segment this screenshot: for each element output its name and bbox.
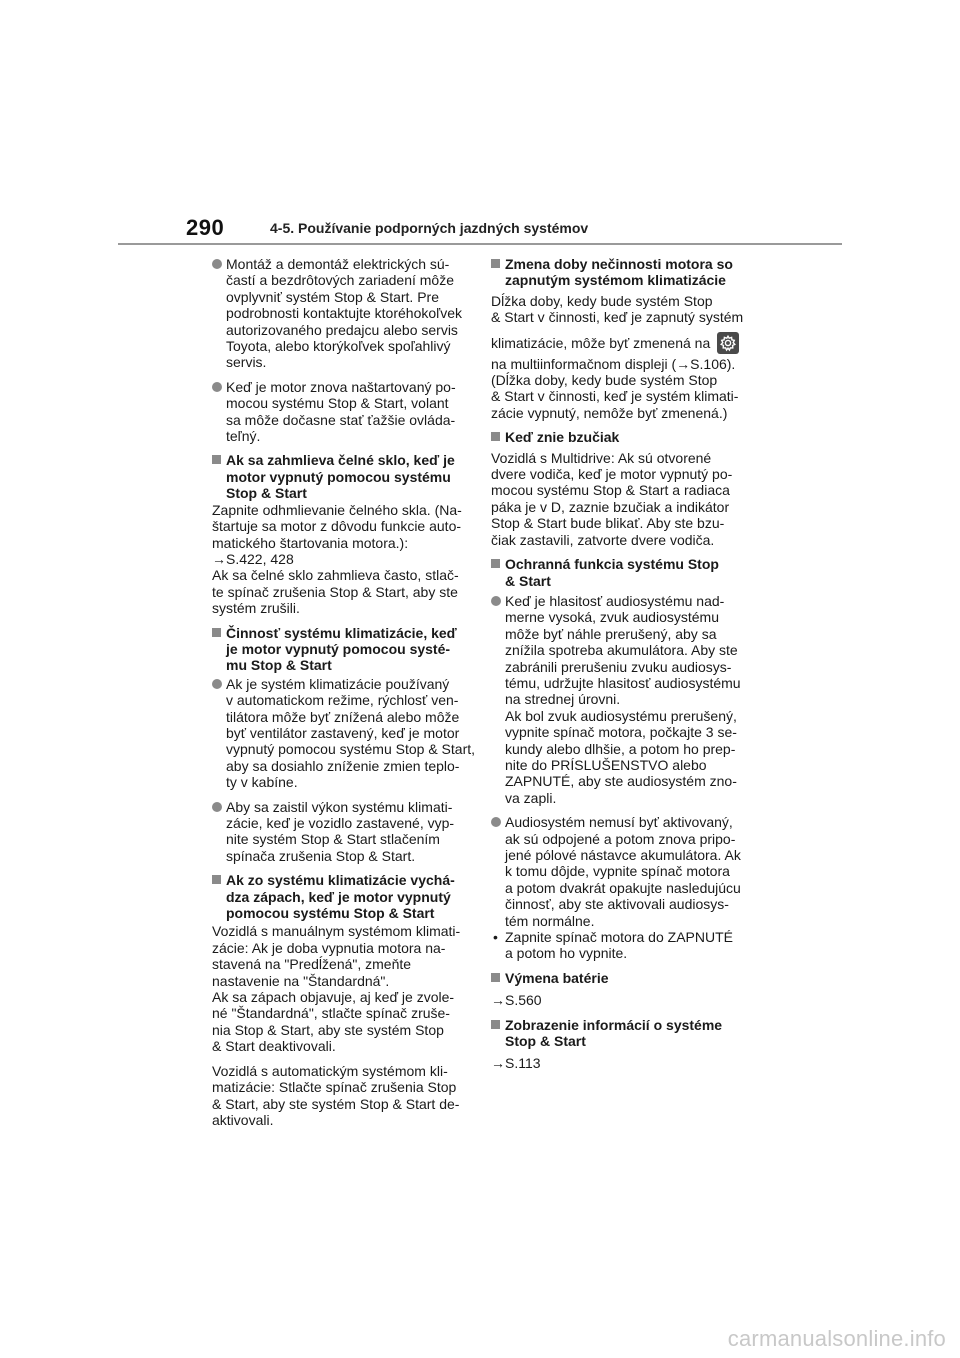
text-line: dza zápach, keď je motor vypnutý (226, 888, 451, 905)
bullet-item (491, 814, 748, 929)
section-heading (491, 970, 748, 986)
text-line: spínača zrušenia Stop & Start. (226, 847, 416, 864)
text-line: systém zrušili. (212, 600, 300, 617)
text-line: Výmena batérie (505, 969, 609, 986)
square-heading-icon (491, 1020, 500, 1029)
text-line: Keď je hlasitosť audiosystému nad- (505, 592, 725, 609)
text-line: & Start (505, 572, 551, 589)
text-line: Zobrazenie informácií o systéme (505, 1016, 723, 1033)
section-heading (491, 429, 748, 445)
text-line: mu Stop & Start (226, 657, 332, 674)
circle-bullet-icon (212, 802, 222, 812)
text-line: ty v kabíne. (226, 774, 298, 791)
text-line: Zmena doby nečinnosti motora so (505, 256, 733, 272)
section-heading (212, 452, 468, 501)
text-line: páka je v D, zaznie bzučiak a indikátor (491, 498, 730, 515)
text-line: & Start, aby ste systém Stop & Start de- (212, 1095, 460, 1112)
bullet-item (212, 379, 468, 445)
text-line: Zapnite spínač motora do ZAPNUTÉ (505, 929, 733, 946)
bullet-item (491, 593, 748, 806)
text-line: Ak je systém klimatizácie používaný (226, 675, 450, 692)
text-line: tém normálne. (505, 912, 595, 929)
page-reference: →S.560 (491, 992, 542, 1009)
text-line: Ak zo systému klimatizácie vychá- (226, 872, 455, 889)
text-line: na strednej úrovni. (505, 691, 621, 708)
text-line: jené pólové nástavce akumulátora. Ak (505, 847, 741, 863)
text-line: aby sa dosiahlo zníženie zmien teplo- (226, 757, 460, 774)
text-line: stavená na "Predĺžená", zmeňte (212, 956, 412, 973)
text-line: ak sú odpojené a potom znova pripo- (505, 830, 736, 847)
text-line: na multiinformačnom displeji (→S.106). (491, 355, 736, 372)
text-line: Toyota, alebo ktorýkoľvek spoľahlivý (226, 338, 451, 355)
text-line: kundy alebo dlhšie, a potom ho prep- (505, 740, 736, 757)
square-heading-icon (491, 432, 500, 441)
text-line: Ak bol zvuk audiosystému prerušený, (505, 707, 737, 724)
text-line: zácie, keď je vozidlo zastavené, vyp- (226, 815, 455, 831)
text-line: Ochranná funkcia systému Stop (505, 556, 719, 573)
square-heading-icon (491, 259, 500, 268)
text-line: & Start v činnosti, keď je systém klimati- (491, 388, 739, 405)
section-heading (491, 256, 748, 289)
text-line: motor vypnutý pomocou systému (226, 468, 451, 485)
paragraph (212, 923, 468, 1054)
square-heading-icon (491, 559, 500, 568)
text-line: →S.422, 428 (212, 550, 294, 567)
text-line: Vozidlá s automatickým systémom kli- (212, 1062, 448, 1079)
text-line: Montáž a demontáž elektrických sú- (226, 256, 450, 272)
paragraph-line: klimatizácie, môže byť zmenená na (491, 334, 711, 351)
page-header (0, 0, 960, 250)
text-line: aktivovali. (212, 1111, 274, 1128)
right-column (491, 256, 748, 1080)
square-heading-icon (491, 973, 500, 982)
text-line: tému, udržujte hlasitosť audiosystému (505, 674, 741, 691)
circle-bullet-icon (491, 817, 501, 827)
text-line: štartuje sa motor z dôvodu funkcie auto- (212, 518, 462, 535)
text-line: môže byť náhle prerušený, aby sa (505, 625, 717, 642)
dash-bullet-icon: • (493, 929, 498, 946)
section-heading (212, 625, 468, 674)
text-line: vypnutý pomocou systému Stop & Start, (226, 741, 476, 758)
text-line: pomocou systému Stop & Start (226, 905, 435, 922)
text-line: mocou systému Stop & Start, volant (226, 395, 449, 412)
section-heading (212, 872, 468, 921)
square-heading-icon (212, 875, 221, 884)
text-line: a potom dvakrát opakujte nasledujúcu (505, 879, 741, 896)
left-column (212, 256, 476, 1136)
text-line: čiak zastavili, zatvorte dvere vodiča. (491, 531, 715, 548)
site-watermark: carmanualsonline.info (727, 1326, 946, 1351)
circle-bullet-icon (491, 596, 501, 606)
text-line: zácie: Ak je doba vypnutia motora na- (212, 939, 446, 956)
text-line: merne vysoká, zvuk audiosystému (505, 609, 719, 626)
text-line: Činnosť systému klimatizácie, keď (226, 624, 457, 641)
circle-bullet-icon (212, 259, 222, 269)
text-line: Stop & Start (226, 485, 307, 502)
text-line: činnosť, aby ste aktivovali audiosys- (505, 896, 729, 913)
dash-list-item (491, 929, 748, 962)
circle-bullet-icon (212, 679, 222, 689)
text-line: matického štartovania motora.): (212, 534, 409, 551)
text-line: va zapli. (505, 789, 557, 806)
text-line: Zapnite odhmlievanie čelného skla. (Na- (212, 501, 462, 518)
square-heading-icon (212, 628, 221, 637)
text-line: v automatickom režime, rýchlosť ven- (226, 692, 459, 709)
text-line: Stop & Start (505, 1033, 586, 1050)
text-line: Keď znie bzučiak (505, 429, 620, 446)
text-line: nite do PRÍSLUŠENSTVO alebo (505, 756, 707, 773)
header-divider (118, 243, 842, 245)
text-line: sa môže dočasne stať ťažšie ovláda- (226, 411, 456, 428)
text-line: te spínač zrušenia Stop & Start, aby ste (212, 583, 458, 600)
text-line: & Start deaktivovali. (212, 1038, 336, 1055)
paragraph (212, 502, 468, 617)
text-line: & Start v činnosti, keď je zapnutý systém (491, 309, 744, 326)
text-line: zapnutým systémom klimatizácie (505, 272, 726, 289)
text-line: Ak sa čelné sklo zahmlieva často, stlač- (212, 567, 459, 584)
bullet-item (212, 799, 468, 865)
page-number: 290 (186, 215, 225, 240)
bullet-item (212, 256, 468, 371)
text-line: byť ventilátor zastavený, keď je motor (226, 724, 460, 741)
text-line: a potom ho vypnite. (505, 945, 628, 962)
section-heading (491, 1017, 748, 1050)
text-line: Ak sa zápach objavuje, aj keď je zvole- (212, 989, 455, 1006)
section-heading (491, 556, 748, 589)
text-line: Stop & Start bude blikať. Aby ste bzu- (491, 515, 725, 532)
text-line: znížila spotreba akumulátora. Aby ste (505, 642, 738, 659)
text-line: ZAPNUTÉ, aby ste audiosystém zno- (505, 773, 737, 790)
text-line: autorizovaného predajcu alebo servis (226, 321, 458, 338)
text-line: podrobnosti kontaktujte ktoréhokoľvek (226, 305, 463, 322)
text-line: Audiosystém nemusí byť aktivovaný, (505, 814, 733, 831)
text-line: ovplyvniť systém Stop & Start. Pre (226, 288, 439, 305)
text-line: nia Stop & Start, aby ste systém Stop (212, 1021, 444, 1038)
text-line: Aby sa zaistil výkon systému klimati- (226, 798, 453, 815)
chapter-title: 4-5. Používanie podporných jazdných systémov (270, 220, 589, 236)
page-reference: →S.113 (491, 1055, 541, 1072)
text-line: nite systém Stop & Start stlačením (226, 831, 440, 848)
paragraph (212, 1063, 468, 1129)
text-line: tilátora môže byť znížená alebo môže (226, 708, 460, 725)
text-line: teľný. (226, 428, 261, 445)
text-line: dvere vodiča, keď je motor vypnutý po- (491, 466, 733, 483)
text-line: zácie vypnutý, nemôže byť zmenená.) (491, 404, 728, 421)
text-line: Dĺžka doby, kedy bude systém Stop (491, 292, 713, 309)
gear-settings-icon (717, 332, 739, 354)
paragraph (491, 293, 748, 421)
text-line: zabránili prerušeniu zvuku audiosys- (505, 658, 732, 675)
text-line: mocou systému Stop & Start a radiaca (491, 482, 730, 499)
text-line: matizácie: Stlačte spínač zrušenia Stop (212, 1079, 457, 1096)
text-line: Vozidlá s manuálnym systémom klimati- (212, 923, 461, 940)
text-line: vypnite spínač motora, počkajte 3 se- (505, 724, 737, 741)
text-line: nastavenie na "Štandardná". (212, 972, 390, 989)
text-line: Keď je motor znova naštartovaný po- (226, 378, 456, 395)
text-line: je motor vypnutý pomocou systé- (226, 640, 451, 657)
paragraph (491, 450, 748, 548)
bullet-item (212, 675, 476, 791)
text-line: k tomu dôjde, vypnite spínač motora (505, 863, 730, 880)
text-line: né "Štandardná", stlačte spínač zruše- (212, 1005, 450, 1022)
text-line: Ak sa zahmlieva čelné sklo, keď je (226, 452, 455, 469)
text-line: častí a bezdrôtových zariadení môže (226, 272, 455, 289)
circle-bullet-icon (212, 382, 222, 392)
text-line: (Dĺžka doby, kedy bude systém Stop (491, 372, 718, 389)
text-line: Vozidlá s Multidrive: Ak sú otvorené (491, 449, 712, 466)
text-line: servis. (226, 354, 267, 371)
square-heading-icon (212, 455, 221, 464)
